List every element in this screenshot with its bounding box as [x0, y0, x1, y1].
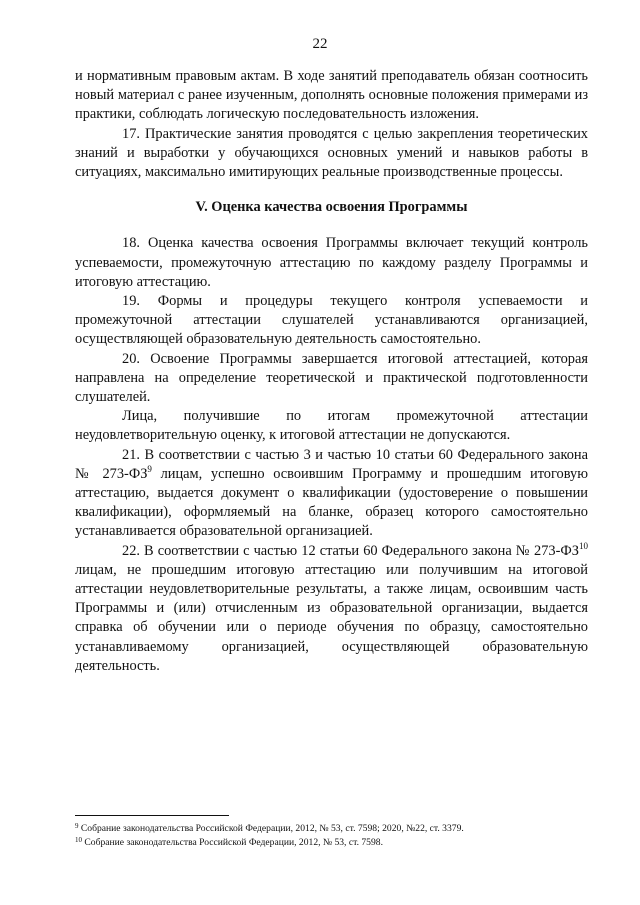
footnote-separator [75, 815, 229, 816]
footnote-ref-9: 9 [147, 463, 152, 474]
footnotes [75, 822, 588, 849]
footnote-marker-9: 9 [75, 822, 79, 830]
footnote-text-9: Собрание законодательства Российской Федерации, 2012, № 53, ст. 7598; 2020, №22, ст. 3379. [78, 823, 464, 834]
document-body [75, 67, 588, 676]
footnote-ref-10: 10 [579, 540, 588, 551]
paragraph-22 [75, 542, 588, 676]
paragraph-22-text-end: лицам, не прошедшим итоговую аттестацию или получившим на итоговой аттестации неудовлетворительные результаты, а также лицам, освоившим часть Программы и (или) отчисленным из образовательной организации, выдается справка об обучении или о периоде обучения по образцу, самостоятельно устанавливаемому организацией, осуществляющей образовательную деятельность. [75, 561, 588, 674]
footnote-10 [75, 836, 588, 850]
paragraph-21-text-end: лицам, успешно освоившим Программу и прошедшим итоговую аттестацию, выдается документ о квалификации (удостоверение о повышении квалификации), оформляемый на бланке, образец которого самостоятельно устанавливается образовательной организацией. [75, 465, 588, 540]
footnote-text-10: Собрание законодательства Российской Федерации, 2012, № 53, ст. 7598. [82, 836, 383, 848]
paragraph-continuation: и нормативным правовым актам. В ходе занятий преподаватель обязан соотносить новый материал с ранее изученным, дополнять основные положения примерами из практики, соблюдать логическую последовательность изложения. [75, 68, 588, 123]
section-heading: V. Оценка качества освоения Программы [195, 199, 468, 216]
paragraph-17: 17. Практические занятия проводятся с целью закрепления теоретических знаний и выработки у обучающихся основных умений и навыков работы в ситуациях, максимально имитирующих реальные производственные процессы. [75, 125, 588, 181]
paragraph-19: 19. Формы и процедуры текущего контроля успеваемости и промежуточной аттестации слушателей устанавливаются организацией, осуществляющей образовательную деятельность самостоятельно. [75, 293, 588, 348]
paragraph-21 [75, 446, 588, 542]
paragraph-20: 20. Освоение Программы завершается итоговой аттестацией, которая направлена на определение теоретической и практической подготовленности слушателей. [75, 350, 588, 406]
paragraph-18: 18. Оценка качества освоения Программы включает текущий контроль успеваемости, промежуточную аттестацию по каждому разделу Программы и итоговую аттестацию. [75, 235, 588, 290]
footnote-marker-10: 10 [75, 835, 82, 844]
paragraph-22-text-start: 22. В соответствии с частью 12 статьи 60 Федерального закона № 273-ФЗ [122, 542, 579, 559]
page-number: 22 [312, 36, 328, 52]
footnote-9 [75, 822, 588, 836]
paragraph-20-note: Лица, получившие по итогам промежуточной аттестации неудовлетворительную оценку, к итоговой аттестации не допускаются. [75, 408, 588, 444]
paragraph-21-text-start: 21. В соответствии с частью 3 и частью 10 статьи 60 Федерального закона № 273-ФЗ [75, 446, 588, 482]
